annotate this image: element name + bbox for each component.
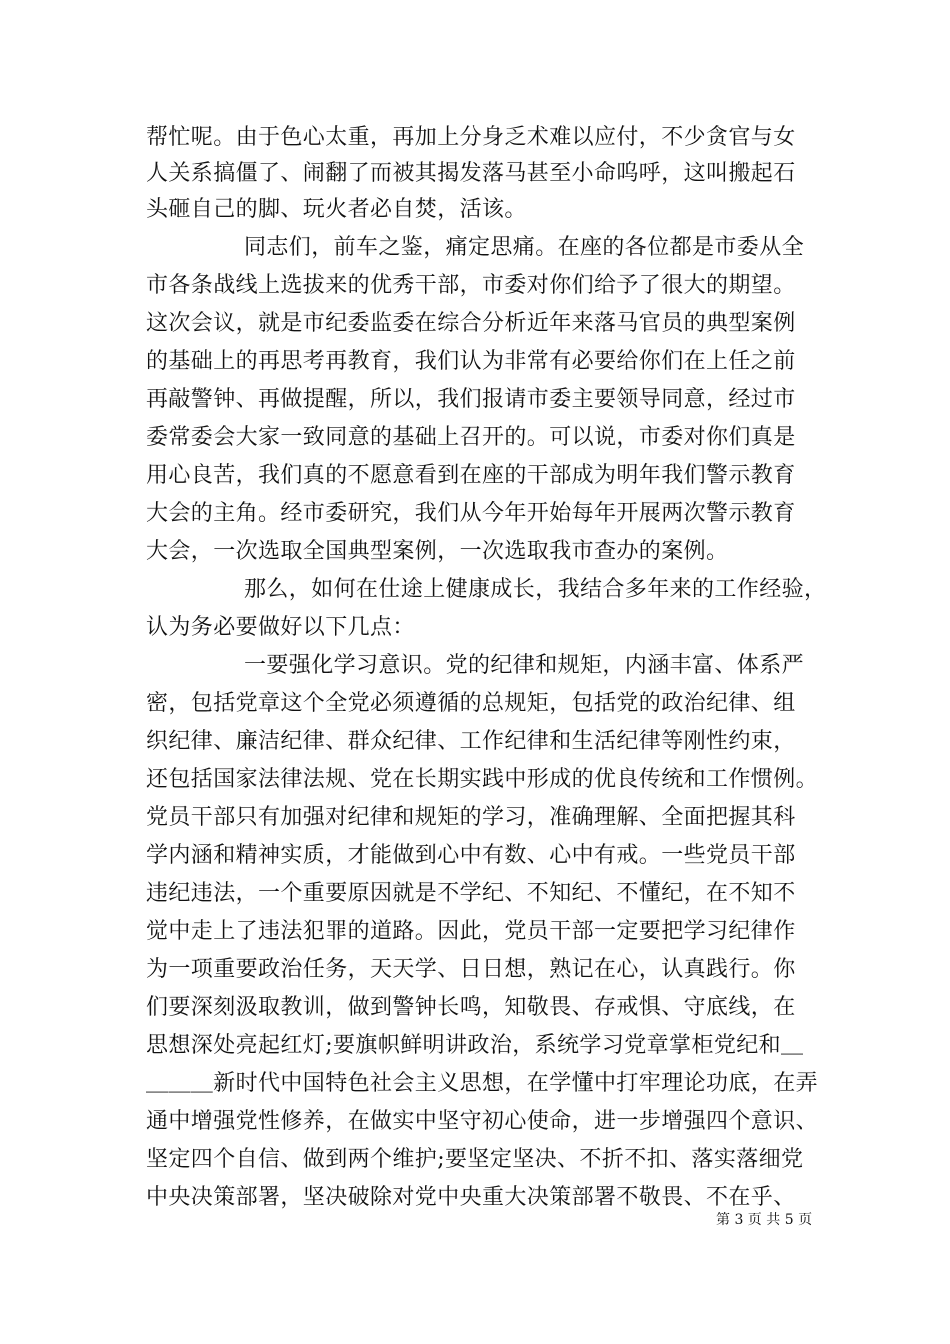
body-text-line: 市各条战线上选拔来的优秀干部，市委对你们给予了很大的期望。 — [146, 273, 796, 298]
body-text-line: 觉中走上了违法犯罪的道路。因此，党员干部一定要把学习纪律作 — [146, 919, 796, 944]
body-text-line: 用心良苦，我们真的不愿意看到在座的干部成为明年我们警示教育 — [146, 463, 796, 488]
body-text-line: 大会，一次选取全国典型案例，一次选取我市查办的案例。 — [146, 539, 729, 564]
paragraph-start-line: 同志们，前车之鉴，痛定思痛。在座的各位都是市委从全 — [244, 235, 805, 260]
body-text-line: 的基础上的再思考再教育，我们认为非常有必要给你们在上任之前 — [146, 349, 796, 374]
body-text-line: 党员干部只有加强对纪律和规矩的学习，准确理解、全面把握其科 — [146, 805, 796, 830]
body-text-line: 密，包括党章这个全党必须遵循的总规矩，包括党的政治纪律、组 — [146, 691, 796, 716]
body-text-line: 认为务必要做好以下几点： — [146, 615, 415, 640]
body-text-line: 通中增强党性修养，在做实中坚守初心使命，进一步增强四个意识、 — [146, 1109, 819, 1134]
body-text-line: 这次会议，就是市纪委监委在综合分析近年来落马官员的典型案例 — [146, 311, 796, 336]
body-text-line: 中央决策部署，坚决破除对党中央重大决策部署不敬畏、不在乎、 — [146, 1185, 796, 1210]
body-text-line: 违纪违法，一个重要原因就是不学纪、不知纪、不懂纪，在不知不 — [146, 881, 796, 906]
body-text-line: 人关系搞僵了、闹翻了而被其揭发落马甚至小命呜呼，这叫搬起石 — [146, 161, 796, 186]
body-text-line: 还包括国家法律法规、党在长期实践中形成的优良传统和工作惯例。 — [146, 767, 819, 792]
page-number-footer: 第 3 页 共 5 页 — [716, 1212, 813, 1228]
body-text-line: 帮忙呢。由于色心太重，再加上分身乏术难以应付，不少贪官与女 — [146, 125, 796, 150]
body-text-line: 再敲警钟、再做提醒，所以，我们报请市委主要领导同意，经过市 — [146, 387, 796, 412]
body-text-line: 织纪律、廉洁纪律、群众纪律、工作纪律和生活纪律等刚性约束， — [146, 729, 796, 754]
paragraph-start-line: 一要强化学习意识。党的纪律和规矩，内涵丰富、体系严 — [244, 653, 805, 678]
body-text-line: 们要深刻汲取教训，做到警钟长鸣，知敬畏、存戒惧、守底线，在 — [146, 995, 796, 1020]
body-text-line: 学内涵和精神实质，才能做到心中有数、心中有戒。一些党员干部 — [146, 843, 796, 868]
body-text-line: 大会的主角。经市委研究，我们从今年开始每年开展两次警示教育 — [146, 501, 796, 526]
body-text-line: 为一项重要政治任务，天天学、日日想，熟记在心，认真践行。你 — [146, 957, 796, 982]
body-text-line: ＿＿＿新时代中国特色社会主义思想，在学懂中打牢理论功底，在弄 — [146, 1071, 819, 1096]
body-text-line: 头砸自己的脚、玩火者必自焚，活该。 — [146, 197, 527, 222]
body-text-line: 委常委会大家一致同意的基础上召开的。可以说，市委对你们真是 — [146, 425, 796, 450]
body-text-line: 坚定四个自信、做到两个维护;要坚定坚决、不折不扣、落实落细党 — [146, 1147, 804, 1172]
paragraph-start-line: 那么，如何在仕途上健康成长，我结合多年来的工作经验， — [244, 577, 827, 602]
body-text-line: 思想深处亮起红灯;要旗帜鲜明讲政治，系统学习党章掌柜党纪和＿ — [146, 1033, 804, 1058]
